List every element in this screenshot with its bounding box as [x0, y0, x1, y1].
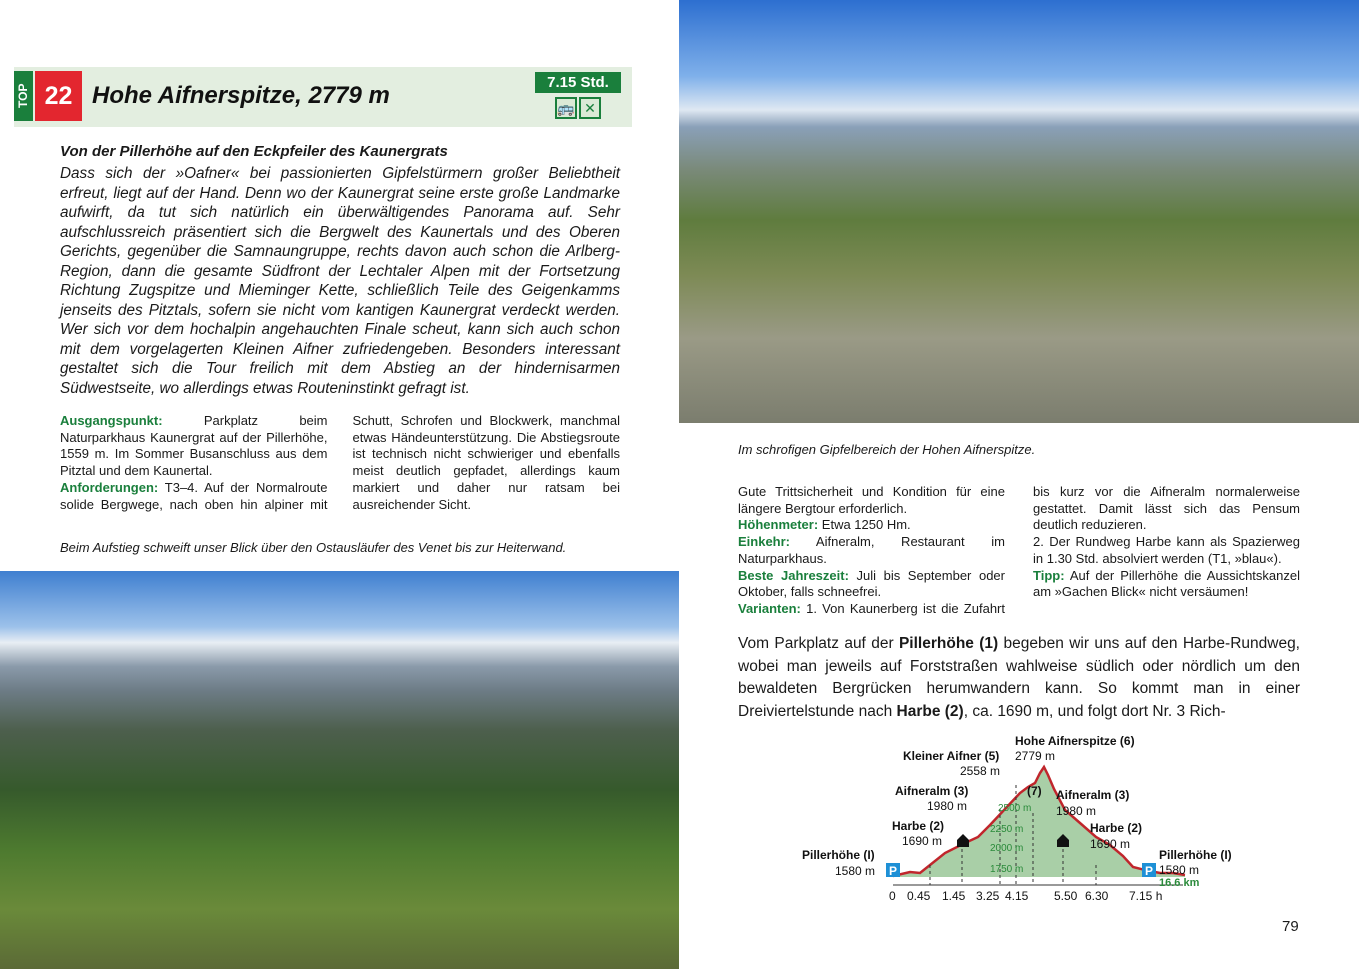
tour-icons — [555, 97, 601, 119]
caption-right: Im schrofigen Gipfelbereich der Hohen Aifnerspitze. — [738, 442, 1036, 457]
waypoint-name: (7) — [1027, 784, 1042, 798]
body-text: begeben wir uns auf den Harbe-Rundweg, wobei man jeweils auf Forststraßen wahlweise südlich oder nördlich um den bewaldeten Bergrücken herumwandern kann. So kommt man in einer Dreiviertelstunde nach — [738, 635, 1300, 720]
text-varianten: 1. Von Kaunerberg ist die Zufahrt bis kurz vor die Aifneralm normalerweise gestattet. Damit lässt sich das Pensum deutlich reduzieren. — [800, 484, 1300, 616]
waypoint-name: Harbe (2) — [1090, 821, 1143, 835]
label-anforderungen: Anforderungen: — [60, 479, 159, 495]
waypoint-alt: 2558 m — [960, 764, 1001, 778]
waypoint-name: Pillerhöhe (I) — [802, 848, 875, 862]
text-einkehr: Aifneralm, Restaurant im Naturparkhaus. — [738, 534, 1005, 566]
parking-label: P — [889, 864, 898, 878]
waypoint-name: Pillerhöhe (I) — [1159, 848, 1232, 862]
body-text: Vom Parkplatz auf der — [738, 635, 899, 652]
label-jahreszeit: Beste Jahreszeit: — [738, 567, 849, 583]
text-variante-2: 2. Der Rundweg Harbe kann als Spazierweg in 1.30 Std. absolviert werden (T1, »blau«). — [1033, 534, 1300, 566]
time-tick: 5.50 — [1054, 889, 1078, 903]
bus-icon: 🚌 — [555, 97, 577, 119]
label-einkehr: Einkehr: — [738, 534, 791, 550]
text-intro: Gute Trittsicherheit und Kondition für eine längere Bergtour erforderlich. — [738, 484, 1005, 516]
alt-tick: 2000 m — [990, 843, 1024, 854]
time-tick: 7.15 h — [1129, 889, 1163, 903]
waypoint-name: Kleiner Aifner (5) — [903, 749, 1000, 763]
waypoint-name: Aifneralm (3) — [895, 784, 969, 798]
text-anforderungen: T3–4. Auf der Normalroute solide Bergwege, nach oben hin alpiner mit Schutt, Schrofen und Blockwerk, manchmal etwas Händeunterstützung. Die Abstiegsroute ist technisch nicht schwieriger und ebenfalls meist deutlich gepfadet, allerdings kaum markiert und daher nur ratsam bei ausreichender Sicht. — [60, 413, 620, 512]
waypoint-alt: 1690 m — [902, 834, 943, 848]
waypoint-alt: 1580 m — [1159, 863, 1200, 877]
alt-tick: 1750 m — [990, 864, 1024, 875]
photo-venet-heiterwand — [0, 571, 679, 969]
waypoint-alt: 1690 m — [1090, 837, 1131, 851]
body-text: , ca. 1690 m, und folgt dort Nr. 3 Rich- — [963, 702, 1226, 720]
text-hoehenmeter: Etwa 1250 Hm. — [818, 517, 911, 533]
photo-summit-area — [679, 0, 1359, 423]
page-number: 79 — [1282, 918, 1299, 935]
tour-number: 22 — [35, 71, 82, 121]
tour-title: Hohe Aifnerspitze, 2779 m — [92, 82, 390, 109]
waypoint-name: Aifneralm (3) — [1056, 788, 1130, 802]
text-tipp: Auf der Pillerhöhe die Aussichtskanzel am »Gachen Blick« nicht versäumen! — [1033, 567, 1300, 600]
parking-label: P — [1145, 864, 1154, 878]
time-tick: 0 — [889, 889, 896, 903]
time-tick: 3.25 — [976, 889, 1000, 903]
waypoint-harbe: Harbe (2) — [896, 702, 964, 720]
info-left — [60, 413, 620, 513]
time-tick: 0.45 — [907, 889, 931, 903]
caption-left: Beim Aufstieg schweift unser Blick über den Ostausläufer des Venet bis zur Heiterwand. — [60, 540, 567, 555]
label-hoehenmeter: Höhenmeter: — [738, 517, 819, 533]
duration-badge: 7.15 Std. — [535, 72, 621, 93]
waypoint-pillerhoehe: Pillerhöhe (1) — [898, 635, 999, 652]
top-badge: TOP — [14, 71, 33, 121]
label-ausgangspunkt: Ausgangspunkt: — [60, 413, 163, 428]
hut-icon — [957, 834, 969, 847]
info-right — [738, 484, 1300, 618]
distance-label: 16.6 km — [1159, 877, 1200, 889]
waypoint-name: Hohe Aifnerspitze (6) — [1015, 734, 1135, 748]
waypoint-alt: 1980 m — [927, 799, 968, 813]
label-tipp: Tipp: — [1033, 567, 1065, 583]
alt-tick: 2500 m — [998, 803, 1032, 814]
restaurant-icon: ✕ — [579, 97, 601, 119]
time-tick: 1.45 — [942, 889, 966, 903]
time-tick: 4.15 — [1005, 889, 1029, 903]
text-jahreszeit: Juli bis September oder Oktober, falls schneefrei. — [738, 567, 1005, 600]
text-ausgangspunkt: Parkplatz beim Naturparkhaus Kaunergrat auf der Pillerhöhe, 1559 m. Im Sommer Busanschluss aus dem Pitztal und dem Kaunertal. — [60, 413, 328, 479]
subtitle: Von der Pillerhöhe auf den Eckpfeiler des Kaunergrats — [60, 143, 448, 160]
waypoint-alt: 1580 m — [835, 864, 876, 878]
route-description — [738, 633, 1300, 723]
label-varianten: Varianten: — [738, 600, 801, 616]
waypoint-name: Harbe (2) — [892, 819, 945, 833]
intro-text: Dass sich der »Oafner« bei passionierten Gipfelstürmern großer Beliebtheit erfreut, liegt auf der Hand. Denn wo der Kaunergrat seine erste große Landmarke aufwirft, da tut sich natürlich ein überwältigendes Panorama auf. Sehr aufschlussreich präsentiert sich die Bergwelt des Kaunertals und des Oberen Gerichts, gegenüber die Samnaungruppe, rechts davon auch schon die Arlberg-Region, dann die gesamte Südfront der Lechtaler Alpen mit der Fortsetzung Richtung Zugspitze und Mieminger Kette, schließlich Teile des Geigenkamms jenseits des Pitztals, sofern sie nicht vom kantigen Kaunergrat verdeckt werden. Wer sich vor dem hochalpin angehauchten Finale scheut, kann sich auch schon mit dem vorgelagerten Kleinen Aifner zufriedengeben. Besonders interessant gestaltet sich die Tour freilich mit dem Abstieg an der hindernisarmen Südwestseite, wo allerdings etwas Routeninstinkt gefragt ist. — [60, 165, 620, 397]
elevation-profile — [790, 725, 1250, 910]
waypoint-alt: 2779 m — [1015, 749, 1056, 763]
time-tick: 6.30 — [1085, 889, 1109, 903]
alt-tick: 2250 m — [990, 824, 1024, 835]
waypoint-alt: 1980 m — [1056, 804, 1097, 818]
